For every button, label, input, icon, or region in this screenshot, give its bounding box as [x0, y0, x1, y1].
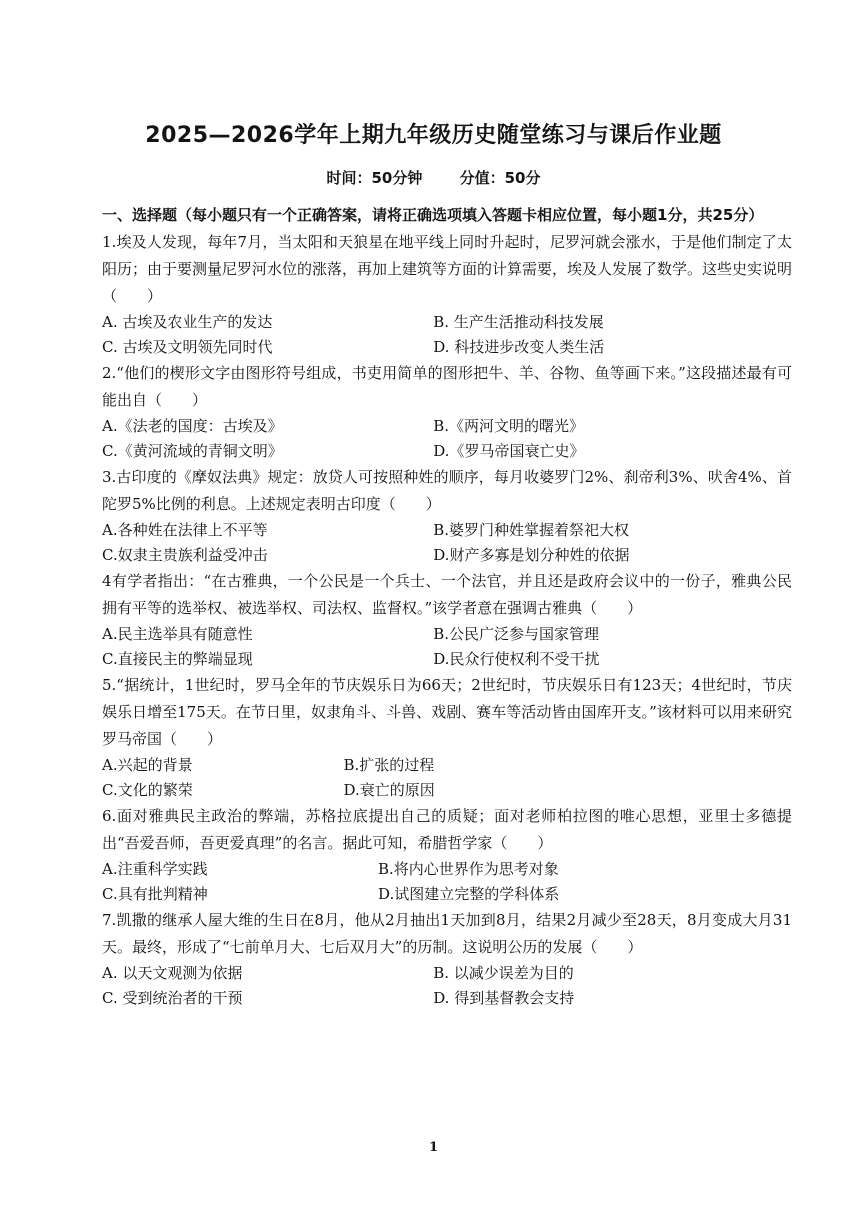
exam-title: 2025—2026学年上期九年级历史随堂练习与课后作业题	[145, 123, 722, 148]
option-c: C. 受到统治者的干预	[102, 989, 243, 1007]
exam-time: 时间：50分钟	[326, 169, 423, 187]
option-c: C.具有批判精神	[102, 885, 208, 903]
question-stem: 4有学者指出：“在古雅典，一个公民是一个兵士、一个法官，并且还是政府会议中的一份子，雅典公民拥有平等的选举权、被选举权、司法权、监督权。”该学者意在强调古雅典（ ）	[102, 572, 792, 617]
question-1	[102, 229, 792, 360]
question-stem: 3.古印度的《摩奴法典》规定：放贷人可按照种姓的顺序，每月收婆罗门2%、刹帝利3%、吠舍4%、首陀罗5%比例的利息。上述规定表明古印度（ ）	[102, 468, 792, 513]
question-6	[102, 803, 792, 907]
option-b: B.婆罗门种姓掌握着祭祀大权	[433, 521, 629, 539]
option-b: B.公民广泛参与国家管理	[433, 625, 599, 643]
question-stem: 2.“他们的楔形文字由图形符号组成，书吏用简单的图形把牛、羊、谷物、鱼等画下来。”这段描述最有可能出自（ ）	[102, 364, 792, 409]
option-b: B.将内心世界作为思考对象	[378, 860, 559, 878]
option-d: D.民众行使权利不受干扰	[433, 650, 600, 668]
option-list	[102, 622, 792, 672]
option-a: A.《法老的国度：古埃及》	[102, 417, 283, 435]
question-3	[102, 464, 792, 568]
option-d: D.财产多寡是划分种姓的依据	[433, 546, 630, 564]
question-2	[102, 360, 792, 464]
option-b: B. 生产生活推动科技发展	[433, 313, 604, 331]
question-stem: 6.面对雅典民主政治的弊端，苏格拉底提出自己的质疑；面对老师柏拉图的唯心思想，亚里士多德提出“吾爱吾师，吾更爱真理”的名言。据此可知，希腊哲学家（ ）	[102, 807, 792, 852]
option-a: A.兴起的背景	[102, 756, 193, 774]
question-stem: 5.“据统计，1世纪时，罗马全年的节庆娱乐日为66天；2世纪时，节庆娱乐日有123天；4世纪时，节庆娱乐日增至175天。在节日里，奴隶角斗、斗兽、戏剧、赛车等活动皆由国库开支。”该材料可以用来研究罗马帝国（ ）	[102, 676, 792, 748]
option-c: C.文化的繁荣	[102, 781, 193, 799]
option-b: B. 以减少误差为目的	[433, 964, 574, 982]
option-c: C. 古埃及文明领先同时代	[102, 338, 273, 356]
option-d: D.《罗马帝国衰亡史》	[433, 442, 585, 460]
question-4	[102, 568, 792, 672]
option-a: A.各种姓在法律上不平等	[102, 521, 268, 539]
option-d: D. 科技进步改变人类生活	[433, 338, 605, 356]
option-list	[102, 518, 792, 568]
question-stem: 1.埃及人发现，每年7月，当太阳和天狼星在地平线上同时升起时，尼罗河就会涨水，于是他们制定了太阳历；由于要测量尼罗河水位的涨落，再加上建筑等方面的计算需要，埃及人发展了数学。这些史实说明（ ）	[102, 233, 793, 305]
option-a: A.民主选举具有随意性	[102, 625, 253, 643]
question-stem: 7.凯撒的继承人屋大维的生日在8月，他从2月抽出1天加到8月，结果2月减少至28天，8月变成大月31天。最终，形成了“七前单月大、七后双月大”的历制。这说明公历的发展（ ）	[102, 911, 792, 956]
question-5	[102, 672, 792, 803]
option-list	[102, 753, 792, 803]
option-c: C.《黄河流域的青铜文明》	[102, 442, 283, 460]
option-c: C.直接民主的弊端显现	[102, 650, 253, 668]
option-a: A. 古埃及农业生产的发达	[102, 313, 273, 331]
option-list	[102, 961, 792, 1011]
option-c: C.奴隶主贵族利益受冲击	[102, 546, 268, 564]
option-a: A. 以天文观测为依据	[102, 964, 243, 982]
option-list	[102, 310, 792, 360]
option-b: B.扩张的过程	[343, 756, 435, 774]
option-b: B.《两河文明的曙光》	[433, 417, 584, 435]
option-d: D. 得到基督教会支持	[433, 989, 575, 1007]
section-heading: 一、选择题（每小题只有一个正确答案，请将正确选项填入答题卡相应位置，每小题1分，共25分）	[102, 206, 764, 224]
question-7	[102, 907, 792, 1011]
option-list	[102, 857, 792, 907]
option-d: D.试图建立完整的学科体系	[378, 885, 560, 903]
exam-content	[102, 202, 792, 1011]
option-list	[102, 414, 792, 464]
option-d: D.衰亡的原因	[343, 781, 435, 799]
exam-score: 分值：50分	[459, 169, 541, 187]
page-number: 1	[428, 1140, 439, 1155]
exam-meta	[0, 167, 867, 188]
option-a: A.注重科学实践	[102, 860, 208, 878]
